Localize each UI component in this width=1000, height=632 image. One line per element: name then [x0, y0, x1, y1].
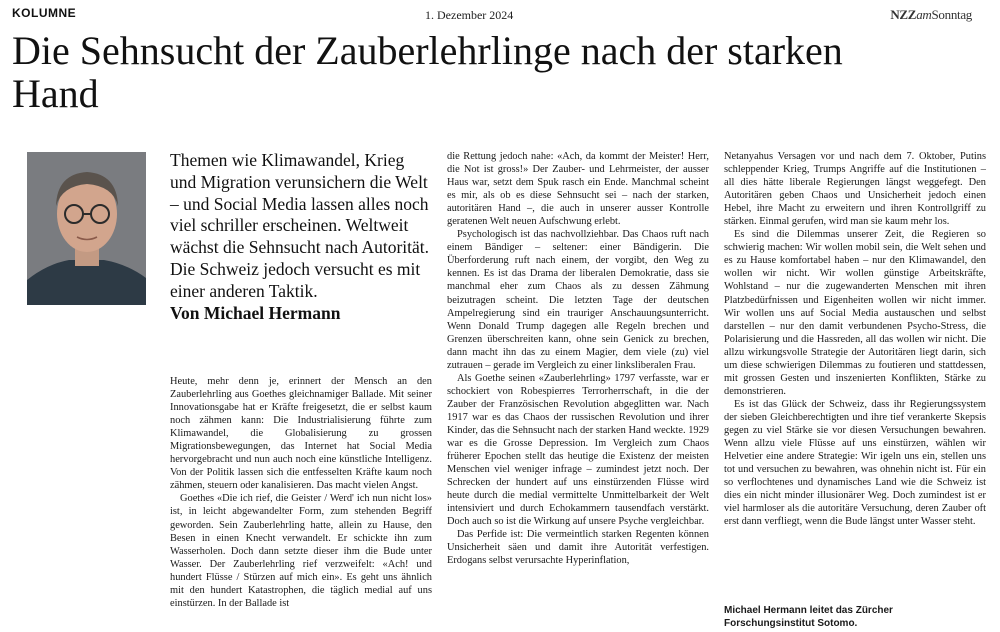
section-kicker: KOLUMNE — [12, 6, 77, 20]
author-portrait-image — [27, 152, 146, 305]
paragraph: Goethes «Die ich rief, die Geister / Werd' ich nun nicht los» ist, in leicht abgewandelter Form, zum stehenden Begriff geworden. Sein Zauberlehrling hatte, allein zu Hause, den Besen in einen Knecht verwandelt. Er schickte ihn zum Wasserholen. Doch dann setzte dieser ihm die Bude unter Wasser. Der Zauberlehrling rief verzweifelt: «Ach! und hundert Flüsse / Stürzen auf mich ein». Es geht uns ähnlich mit den hundert Katastrophen, die täglich medial auf uns einstürzen. In der Ballade ist — [170, 493, 432, 609]
article-headline: Die Sehnsucht der Zauberlehrlinge nach der starken Hand — [12, 28, 843, 116]
paragraph: Das Perfide ist: Die vermeintlich starken Regenten können Unsicherheit säen und damit ihre Autorität verfestigen. Erdogans selbst verursachte Hyperinflation, — [447, 529, 709, 567]
author-portrait — [27, 152, 146, 305]
paragraph: Heute, mehr denn je, erinnert der Mensch an den Zauberlehrling aus Goethes gleichnamiger Ballade. Mit seiner Innovationsgabe hat er Kräfte freigesetzt, die er selbst kaum noch zähmen kann: Die Industrialisierung führte zum Klimawandel, die Globalisierung zu grossen Migrationsbewegungen, das Internet hat Social Media hervorgebracht und nun auch noch eine künstliche Intelligenz. Von der Politik lassen sich die entfesselten Kräfte kaum noch zähmen, steuern oder kanalisieren. Das macht vielen Angst. — [170, 376, 432, 492]
body-column-3 — [724, 150, 986, 528]
author-bio: Michael Hermann leitet das Zürcher Forschungsinstitut Sotomo. — [724, 605, 893, 629]
logo-am: am — [916, 7, 932, 22]
body-column-1 — [170, 375, 432, 610]
logo-nzz: NZZ — [890, 7, 917, 22]
paragraph: Netanyahus Versagen vor und nach dem 7. Oktober, Putins schleppender Krieg, Trumps Angriffe auf die Institutionen – all dies hätte liberale Regierungen längst weggefegt. Den Autoritären geben Chaos und Unsicherheit jedoch einen Hebel, ihre Macht zu erweitern und ihren Kontrollgriff zu stärken. Einmal gerufen, wird man sie kaum mehr los. — [724, 151, 986, 228]
page-header — [10, 4, 990, 24]
paragraph: Es sind die Dilemmas unserer Zeit, die Regieren so schwierig machen: Wir wollen mobil sein, die Welt sehen und es zu Hause komfortabel haben – nur den Klimawandel, den wollen wir nicht. Wir wollen günstige Arbeitskräfte, Wohlstand – nur die zugewanderten Menschen mit ihren Platzbedürfnissen und Eigenheiten wollen wir nicht immer. Wir wollen uns auf Social Media austauschen und selbst darstellen – nur den damit verbundenen Psycho-Stress, die Polarisierung und die Hassreden, all das wollen wir nicht. Die allzu wirkungsvolle Strategie der Autoritären liegt darin, sich um diese schwierigen Dilemmas zu foutieren und stattdessen, mit grossen Gesten und inszenierten Konflikten, Stärke zu demonstrieren. — [724, 229, 986, 397]
paragraph: Als Goethe seinen «Zauberlehrling» 1797 verfasste, war er schockiert von Robespierres Terrorherrschaft, in die der Zauber der Französischen Revolution abgeglitten war. Nach 1917 war es das Chaos der russischen Revolution und ihrer Kinder, das die Sehnsucht nach der starken Hand weckte. 1929 war es die Grosse Depression. Im Vergleich zum Chaos früherer Epochen stellt das heutige die Existenz der meisten Menschen viel weniger infrage – zumindest jetzt noch. Der Schrecken der hundert auf uns einstürzenden Flüsse wird heute durch die medial vermittelte Unmittelbarkeit der Welt intensiviert und durch Echokammern tausendfach verstärkt. Doch auch so ist die Wirkung auf unsere Psyche vergleichbar. — [447, 372, 709, 528]
logo-sonntag: Sonntag — [931, 7, 972, 22]
newspaper-logo — [890, 7, 972, 23]
lead-text: Themen wie Klimawandel, Krieg und Migration verunsichern die Welt – und Social Media lassen alles noch viel schriller erscheinen. Weltweit wächst die Sehnsucht nach Autorität. Die Schweiz jedoch versucht es mit einer anderen Taktik. — [170, 150, 430, 301]
author-byline: Von Michael Hermann — [170, 302, 341, 323]
paragraph: die Rettung jedoch nahe: «Ach, da kommt der Meister! Herr, die Not ist gross!» Der Zauber- und Lehrmeister, der ausser Haus war, setzt dem Spuk rasch ein Ende. Manchmal scheint es mir, als ob es diese Sehnsucht sei – nach der starken, autoritären Hand –, die auch in unserer ausser Kontrolle geratenen Welt neuen Aufschwung erlebt. — [447, 151, 709, 228]
article-lead — [170, 150, 432, 324]
paragraph: Es ist das Glück der Schweiz, dass ihr Regierungssystem der sieben Gleichberechtigten und ihre tief verankerte Skepsis gegen zu viel Stärke sie vor diesen Versuchungen bewahren. Wenn allzu viele Flüsse auf uns einstürzen, wählen wir Helvetier eine andere Strategie: Wir igeln uns ein, stellen uns tot und versuchen zu bewahren, was ohnehin nicht ist. Für ein so verflochtenes und dynamisches Land wie die Schweiz ist dies ein nicht minder illusionärer Weg. Doch zumindest ist er viel harmloser als die autoritäre Versuchung, deren Zauber oft erst dann verfliegt, wenn die Bude längst unter Wasser steht. — [724, 398, 986, 528]
publication-date: 1. Dezember 2024 — [425, 8, 514, 22]
paragraph: Psychologisch ist das nachvollziehbar. Das Chaos ruft nach einem Bändiger – seltener: einer Bändigerin. Die Überforderung ruft nach einem, der vorgibt, den Weg zu kennen. Es ist das Drama der liberalen Demokratie, dass sie manchmal eher zum Chaos als zu dessen Zähmung beizutragen scheint. Die letzten Tage der deutschen Ampelregierung sind ein trauriger Anschauungsunterricht. Wenn Donald Trump dagegen alle Regeln brechen und Grenzen überschreiten kann, ohne sein Genick zu brechen, dann macht ihn das zu einem Magier, dem viele (zu) viel zutrauen – gerade im Vergleich zu einer linksliberalen Frau. — [447, 229, 709, 371]
body-column-2 — [447, 150, 709, 568]
